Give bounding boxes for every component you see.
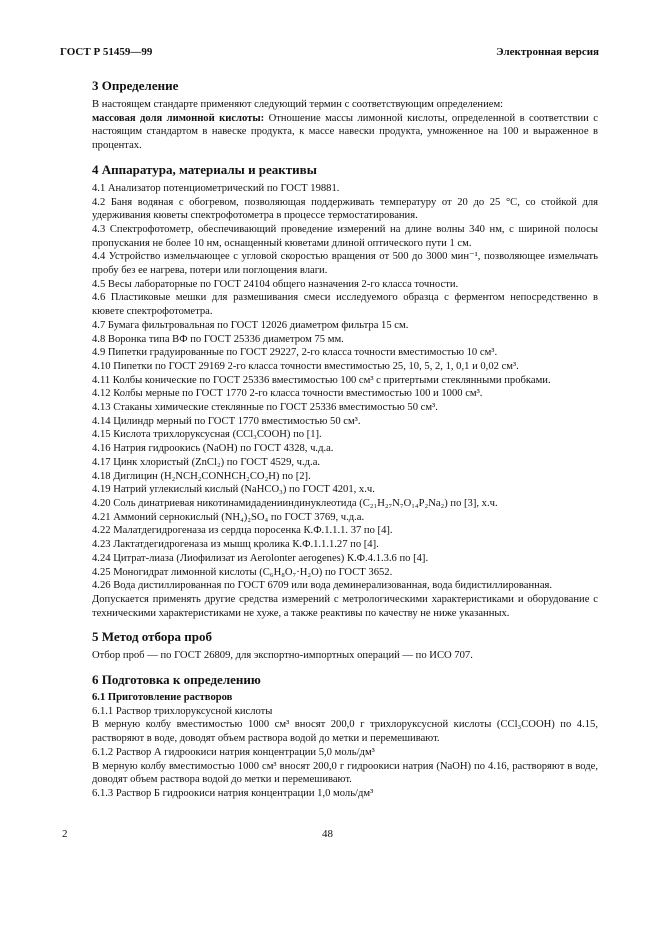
term-definition: Отношение массы лимонной кислоты, определенной в соответствии с настоящим стандартом в навеске продукта, к массе навески продукта, умноженное на 100 и выраженное в процентах. (92, 112, 598, 152)
section-5-title: 5 Метод отбора проб (92, 629, 213, 645)
list-item: 4.20 Соль динатриевая никотинамидаденииндинуклеотида (C₂₁H₂₇N₇O₁₄P₂Na₂) по [3], х.ч. (92, 497, 498, 509)
paragraph: 6.1.1 Раствор трихлоруксусной кислоты (92, 705, 273, 717)
list-item: 4.5 Весы лабораторные по ГОСТ 24104 общего назначения 2-го класса точности. (92, 278, 459, 290)
list-item: 4.26 Вода дистиллированная по ГОСТ 6709 или вода деминерализованная, вода бидистиллированная. (92, 580, 553, 592)
list-item: 4.15 Кислота трихлоруксусная (CCl₃COOH) по [1]. (92, 429, 322, 441)
list-item: 4.16 Натрия гидроокись (NaOH) по ГОСТ 4328, ч.д.а. (92, 443, 334, 455)
paragraph: В мерную колбу вместимостью 1000 см³ вносят 200,0 г трихлоруксусной кислоты (CCl₃COOH) по 4.15, растворяют в воде, доводят объем раствора водой до метки и перемешивают. (92, 719, 598, 745)
list-item: 4.18 Диглицин (H₂NCH₂CONHCH₂CO₂H) по [2]. (92, 470, 311, 482)
section-5-text: Отбор проб — по ГОСТ 26809, для экспортно-импортных операций — по ИСО 707. (92, 650, 473, 662)
paragraph: 6.1.2 Раствор А гидроокиси натрия концентрации 5,0 моль/дм³ (92, 746, 375, 758)
list-item: 4.1 Анализатор потенциометрический по ГОСТ 19881. (92, 182, 340, 194)
list-item: 4.21 Аммоний сернокислый (NH₄)₂SO₄ по ГОСТ 3769, ч.д.а. (92, 511, 365, 523)
list-item: 4.4 Устройство измельчающее с угловой скоростью вращения от 500 до 3000 мин⁻¹, позволяющее измельчать пробу без ее нагрева, потери или поглощения влаги. (92, 251, 598, 277)
list-item: 4.8 Воронка типа ВФ по ГОСТ 25336 диаметром 75 мм. (92, 333, 344, 345)
list-item: 4.24 Цитрат-лиаза (Лиофилизат из Aerolonter aerogenes) К.Ф.4.1.3.6 по [4]. (92, 552, 429, 564)
paragraph: 6.1.3 Раствор Б гидроокиси натрия концентрации 1,0 моль/дм³ (92, 787, 374, 799)
section-4-list (92, 182, 598, 593)
list-item: 4.7 Бумага фильтровальная по ГОСТ 12026 диаметром фильтра 15 см. (92, 319, 409, 331)
list-item: 4.6 Пластиковые мешки для размешивания смеси исследуемого образца с ферментом непосредственно в кювете спектрофотометра. (92, 292, 598, 318)
section-3-title: 3 Определение (92, 78, 179, 93)
section-6-title: 6 Подготовка к определению (92, 672, 261, 688)
footer-page-number: 48 (322, 828, 333, 840)
list-item: 4.22 Малатдегидрогеназа из сердца поросенка К.Ф.1.1.1. 37 по [4]. (92, 525, 393, 537)
list-item: 4.2 Баня водяная с обогревом, позволяющая поддерживать температуру от 20 до 25 °С, со стойкой для удерживания кюветы спектрофотометра в процессе термостатирования. (92, 196, 598, 222)
main-text (92, 68, 598, 801)
list-item: 4.12 Колбы мерные по ГОСТ 1770 2-го класса точности вместимостью 100 и 1000 см³. (92, 388, 483, 400)
section-6-subtitle: 6.1 Приготовление растворов (92, 692, 233, 704)
paragraph: В мерную колбу вместимостью 1000 см³ вносят 200,0 г гидроокиси натрия (NaOH) по 4.16, растворяют в воде, доводят объем раствора водой до метки и перемешивают. (92, 760, 598, 786)
list-item: 4.3 Спектрофотометр, обеспечивающий проведение измерений на длине волны 340 нм, с шириной полосы пропускания не более 10 нм, оснащенный кюветами длиной оптического пути 1 см. (92, 223, 598, 249)
list-item: 4.19 Натрий углекислый кислый (NaHCO₃) по ГОСТ 4201, х.ч. (92, 484, 375, 496)
list-item: 4.25 Моногидрат лимонной кислоты (C₆H₈O₇·H₂O) по ГОСТ 3652. (92, 566, 393, 578)
section-4-title: 4 Аппаратура, материалы и реактивы (92, 161, 317, 177)
section-3-intro: В настоящем стандарте применяют следующий термин с соответствующим определением: (92, 99, 504, 110)
header-standard-number: ГОСТ Р 51459—99 (60, 46, 153, 58)
footer-sheet-number: 2 (62, 828, 68, 840)
list-item: 4.23 Лактатдегидрогеназа из мышц кролика К.Ф.1.1.1.27 по [4]. (92, 539, 379, 551)
header-edition: Электронная версия (496, 46, 599, 58)
section-4-note: Допускается применять другие средства измерений с метрологическими характеристиками и оборудование с техническими характеристиками не хуже, а также реактивы по качеству не ниже указанных. (92, 593, 598, 619)
list-item: 4.17 Цинк хлористый (ZnCl₂) по ГОСТ 4529, ч.д.а. (92, 456, 321, 468)
list-item: 4.14 Цилиндр мерный по ГОСТ 1770 вместимостью 50 см³. (92, 415, 361, 427)
list-item: 4.13 Стаканы химические стеклянные по ГОСТ 25336 вместимостью 50 см³. (92, 402, 438, 414)
list-item: 4.9 Пипетки градуированные по ГОСТ 29227, 2-го класса точности вместимостью 10 см³. (92, 347, 498, 359)
section-3-definition (92, 112, 598, 153)
list-item: 4.10 Пипетки по ГОСТ 29169 2-го класса точности вместимостью 25, 10, 5, 2, 1, 0,1 и 0,02 см³. (92, 360, 519, 372)
list-item: 4.11 Колбы конические по ГОСТ 25336 вместимостью 100 см³ с притертыми стеклянными пробками. (92, 374, 551, 386)
term-citric-acid: массовая доля лимонной кислоты: (92, 112, 265, 124)
